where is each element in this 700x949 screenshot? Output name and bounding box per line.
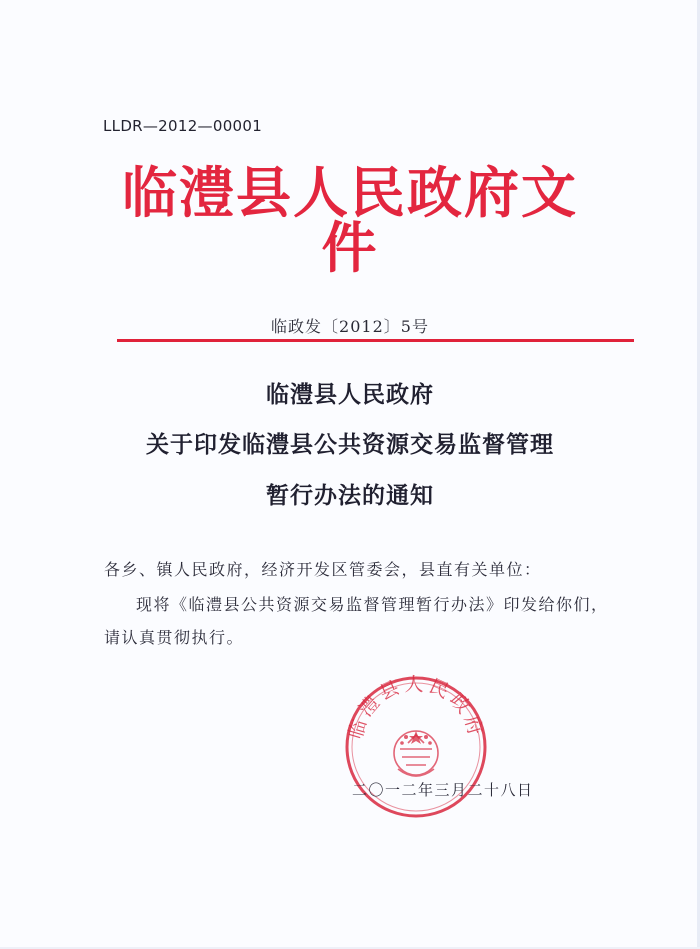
seal-text: 临澧县人民政府 — [344, 673, 488, 742]
red-divider-line — [117, 339, 634, 342]
body-paragraph-line-1: 现将《临澧县公共资源交易监督管理暂行办法》印发给你们， — [136, 595, 609, 614]
document-code: LLDR—2012—00001 — [103, 117, 263, 135]
document-title-line-2: 关于印发临澧县公共资源交易监督管理 — [146, 431, 554, 458]
body-paragraph-line-2: 请认真贯彻执行。 — [104, 628, 245, 647]
salutation: 各乡、镇人民政府，经济开发区管委会，县直有关单位： — [104, 560, 542, 579]
issue-date: 二〇一二年三月二十八日 — [352, 781, 534, 799]
issue-number: 临政发〔2012〕5号 — [271, 317, 429, 336]
document-title-line-3: 暂行办法的通知 — [266, 482, 434, 509]
document-masthead: 临澧县人民政府文件 — [121, 161, 578, 280]
document-title-line-1: 临澧县人民政府 — [266, 381, 434, 408]
